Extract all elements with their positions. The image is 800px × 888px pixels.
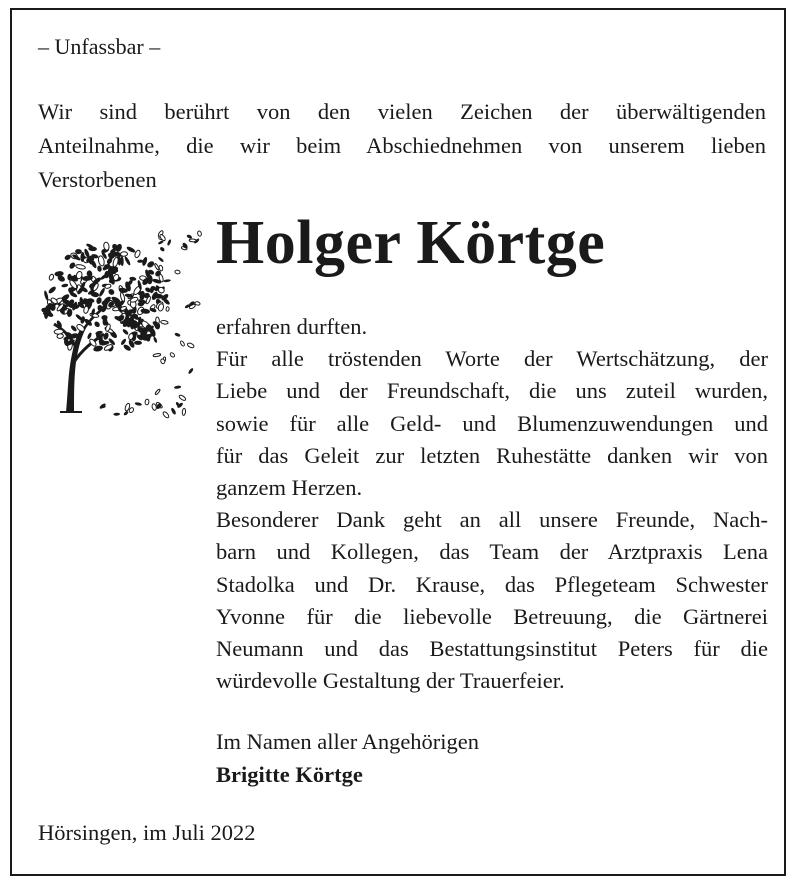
- intro-line: Wir sind berührt von den vielen Zeichen der überwältigenden: [38, 99, 766, 124]
- deceased-name: Holger Körtge: [216, 209, 606, 277]
- body-line: barn und Kollegen, das Team der Arztpraxis Lena: [216, 539, 768, 565]
- intro-line: Anteilnahme, die wir beim Abschiednehmen von unserem lieben: [38, 133, 766, 158]
- intro-paragraph: [38, 95, 766, 197]
- body-paragraph: [216, 311, 768, 697]
- body-line: Liebe und der Freundschaft, die uns zuteil wurden,: [216, 378, 768, 404]
- body-line: Neumann und das Bestattungsinstitut Peters für die: [216, 636, 768, 662]
- body-line: würdevolle Gestaltung der Trauerfeier.: [216, 668, 565, 694]
- tree-with-blowing-leaves-icon: [30, 222, 202, 422]
- intro-line: Verstorbenen: [38, 167, 157, 192]
- body-line: Besonderer Dank geht an all unsere Freunde, Nach-: [216, 507, 768, 533]
- body-line: erfahren durften.: [216, 314, 368, 339]
- body-line: Stadolka und Dr. Krause, das Pflegeteam Schwester: [216, 571, 768, 597]
- body-line: für das Geleit zur letzten Ruhestätte danken wir von: [216, 442, 768, 468]
- body-line: sowie für alle Geld- und Blumenzuwendungen und: [216, 410, 768, 436]
- signer-name: Brigitte Körtge: [216, 762, 363, 787]
- place-and-date: Hörsingen, im Juli 2022: [38, 820, 256, 845]
- tagline: – Unfassbar –: [38, 34, 161, 59]
- signoff: [216, 725, 479, 791]
- body-line: ganzem Herzen.: [216, 475, 363, 501]
- body-line: Yvonne für die liebevolle Betreuung, die Gärtnerei: [216, 603, 768, 629]
- signoff-phrase: Im Namen aller Angehörigen: [216, 729, 480, 754]
- body-line: Für alle tröstenden Worte der Wertschätzung, der: [216, 346, 768, 372]
